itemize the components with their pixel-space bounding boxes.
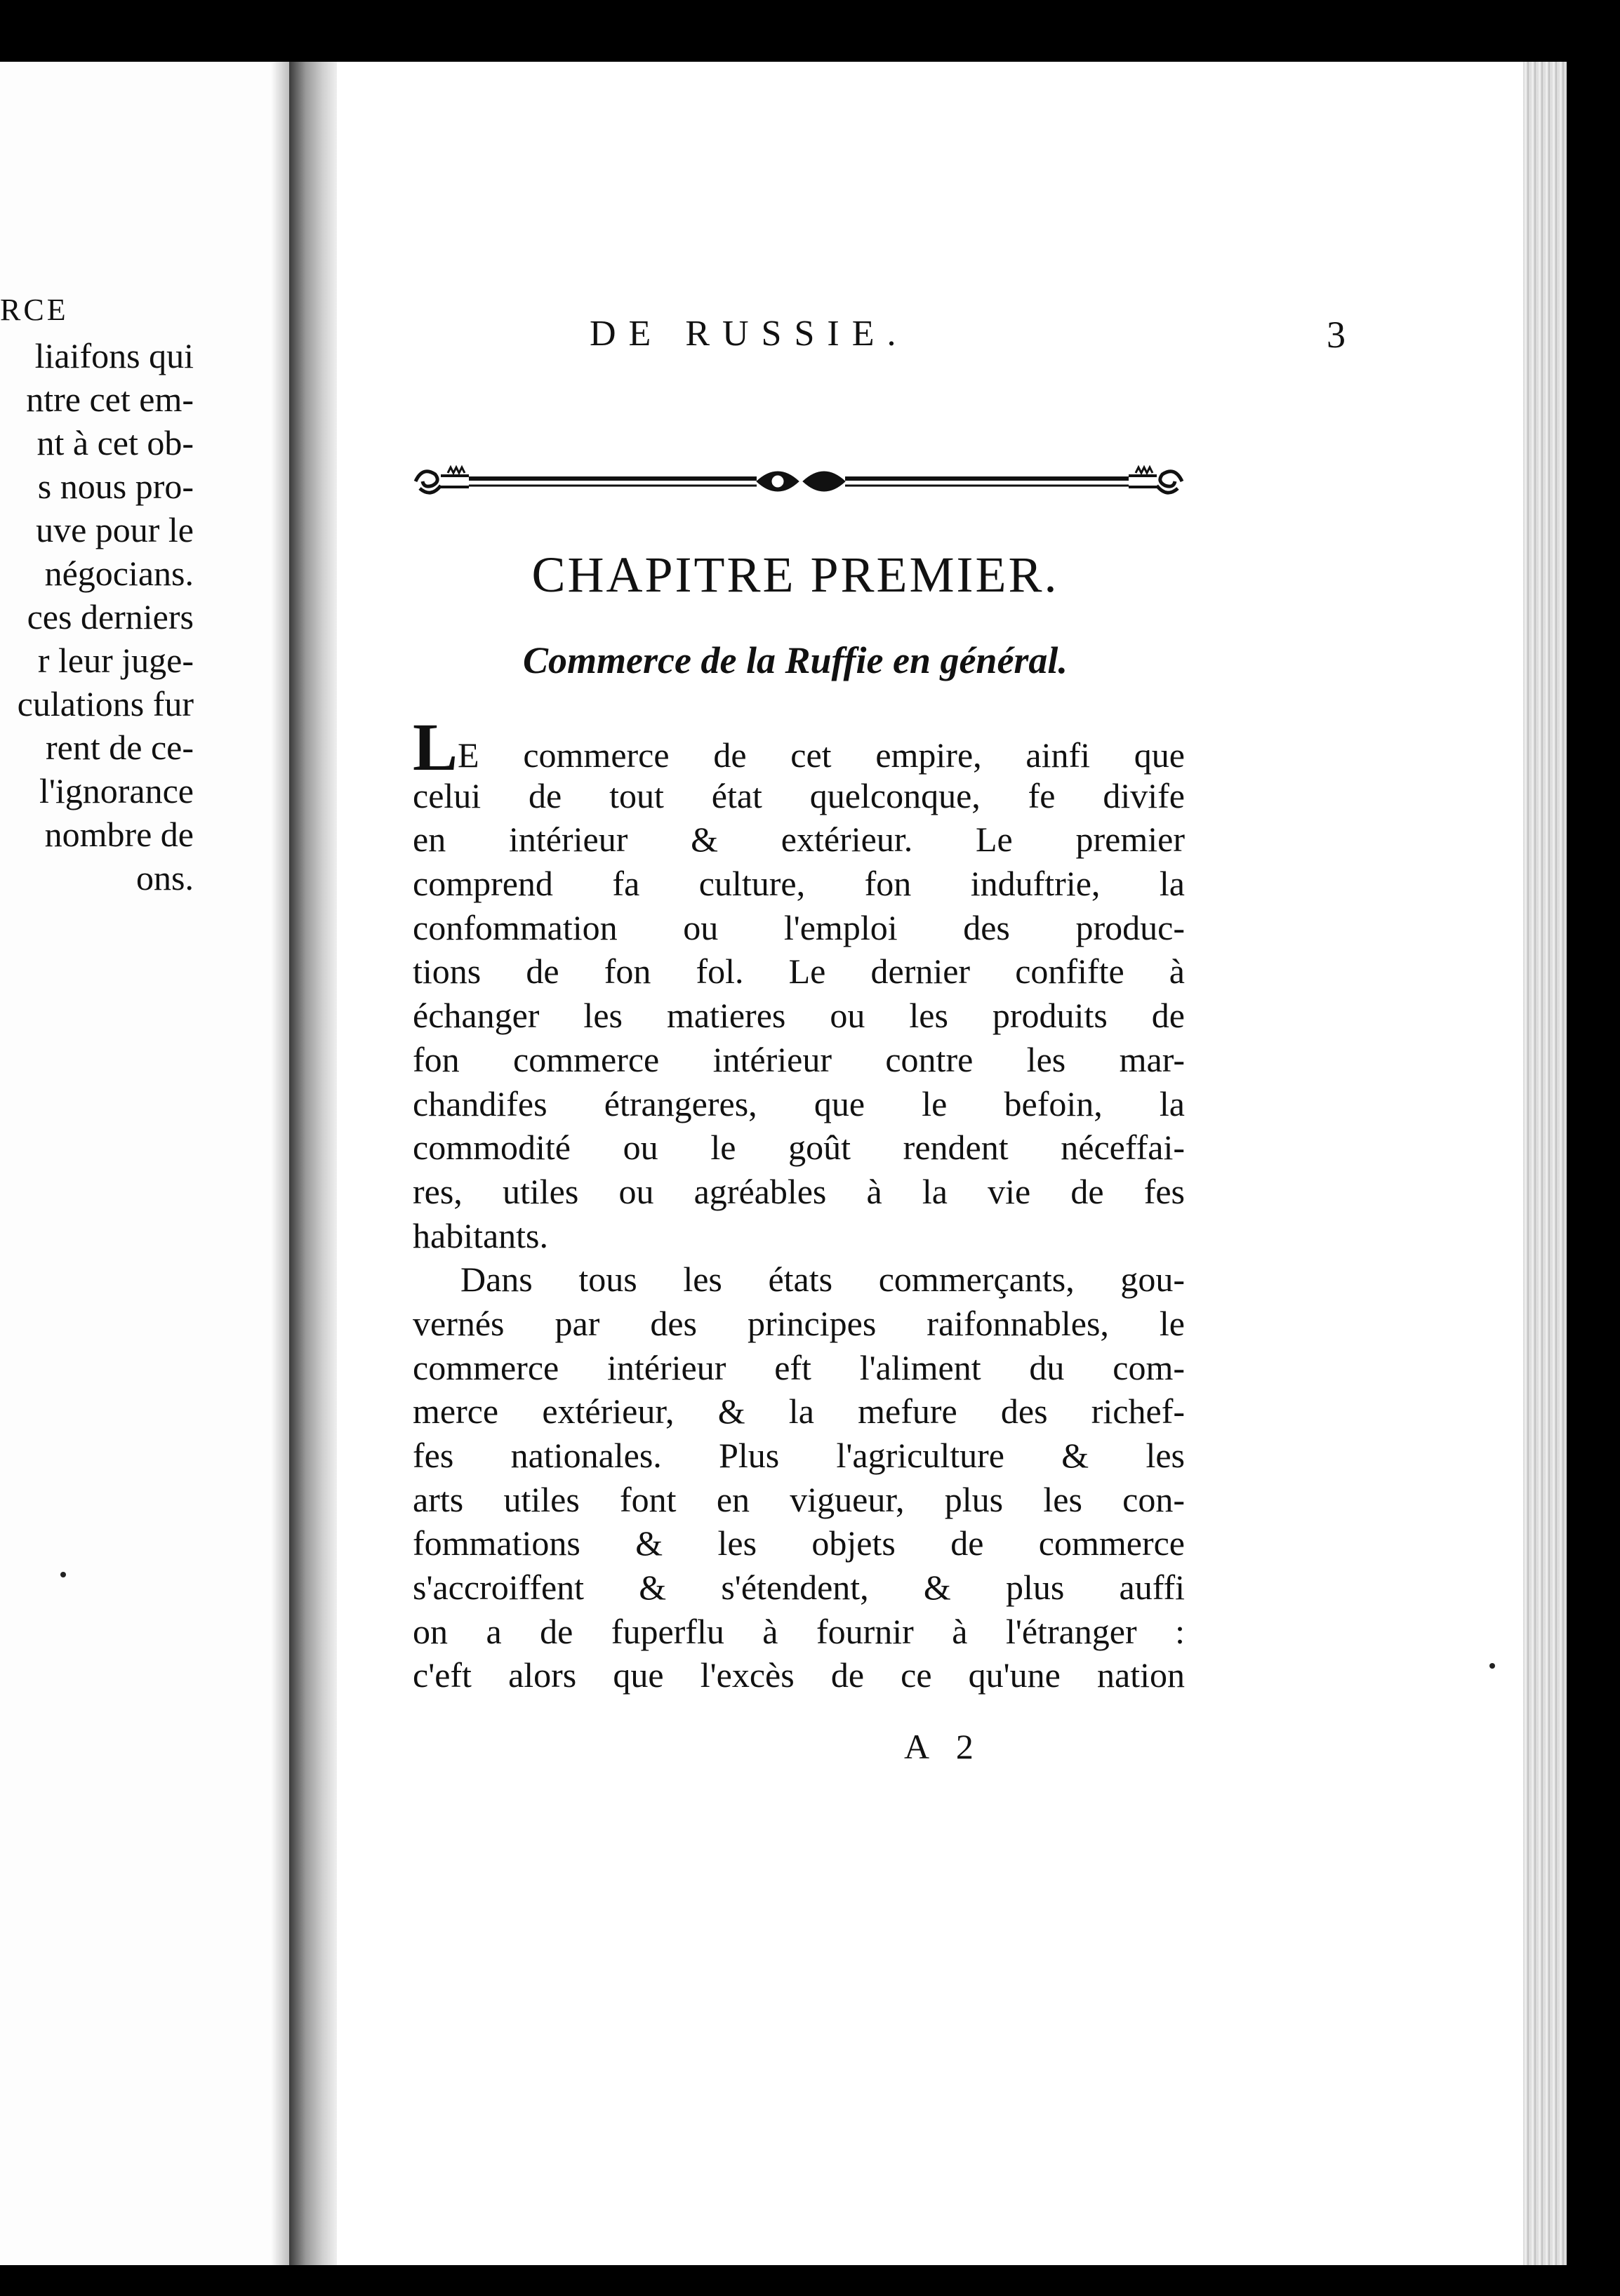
text-line: s'accroiffent & s'étendent, & plus auffi	[413, 1568, 1185, 1608]
text-line: c'eft alors que l'excès de ce qu'une nation	[413, 1655, 1185, 1695]
text-line: celui de tout état quelconque, fe divife	[413, 775, 1185, 815]
page-edge	[1523, 62, 1567, 2265]
text-line: chandifes étrangeres, que le befoin, la	[413, 1083, 1185, 1123]
previous-page	[0, 62, 289, 2265]
text-line: confommation ou l'emploi des produc-	[413, 907, 1185, 947]
text-line-content: E commerce de cet empire, ainfi que	[458, 735, 1185, 775]
speck-mark	[60, 1572, 66, 1577]
page-shadow	[271, 62, 289, 2265]
signature-mark: A 2	[904, 1727, 983, 1766]
running-head	[590, 313, 1346, 369]
text-line: uve pour le	[36, 510, 194, 549]
text-line: Dans tous les états commerçants, gou-	[460, 1260, 1185, 1300]
current-page	[337, 62, 1567, 2265]
speck-mark	[1489, 1663, 1495, 1669]
text-line	[413, 709, 1185, 785]
text-line: vernés par des principes raifonnables, le	[413, 1303, 1185, 1343]
text-line: commerce intérieur eft l'aliment du com-	[413, 1347, 1185, 1387]
text-line: nt à cet ob-	[36, 423, 194, 462]
text-line: nombre de	[44, 815, 194, 854]
text-line: arts utiles font en vigueur, plus les con-	[413, 1479, 1185, 1519]
text-line: comprend fa culture, fon induftrie, la	[413, 864, 1185, 904]
text-line: tions de fon fol. Le dernier confifte à	[413, 952, 1185, 992]
running-title: DE RUSSIE.	[590, 314, 909, 354]
ornament-rule-icon	[413, 460, 1185, 502]
text-line: en intérieur & extérieur. Le premier	[413, 820, 1185, 860]
text-line: merce extérieur, & la mefure des richef-	[413, 1391, 1185, 1431]
text-line: fes nationales. Plus l'agriculture & les	[413, 1436, 1185, 1475]
left-running-head: RCE	[0, 293, 69, 327]
text-line: ons.	[136, 858, 194, 897]
text-line: habitants.	[413, 1215, 549, 1255]
text-line: res, utiles ou agréables à la vie de fes	[413, 1171, 1185, 1211]
chapter-title: CHAPITRE PREMIER.	[531, 547, 1059, 603]
text-line: échanger les matieres ou les produits de	[413, 996, 1185, 1036]
body-text	[413, 709, 1185, 1697]
text-line: fommations & les objets de commerce	[413, 1523, 1185, 1563]
text-line: négocians.	[44, 554, 194, 593]
page-number: 3	[1327, 314, 1346, 356]
text-line: liaifons qui	[34, 336, 194, 375]
text-line: on a de fuperflu à fournir à l'étranger :	[413, 1611, 1185, 1651]
text-line: fon commerce intérieur contre les mar-	[413, 1039, 1185, 1079]
text-line: ntre cet em-	[26, 380, 194, 419]
text-line: l'ignorance	[39, 771, 194, 810]
text-line: rent de ce-	[46, 728, 194, 767]
chapter-subtitle: Commerce de la Ruffie en général.	[523, 639, 1068, 681]
text-line: commodité ou le goût rendent néceffai-	[413, 1128, 1185, 1168]
text-line: culations fur	[17, 684, 194, 723]
text-line: ces derniers	[27, 597, 194, 636]
book-gutter	[289, 62, 337, 2265]
text-line: r leur juge-	[37, 641, 194, 680]
left-page-text	[0, 334, 194, 900]
drop-cap: L	[413, 709, 458, 785]
text-line: s nous pro-	[37, 467, 194, 506]
